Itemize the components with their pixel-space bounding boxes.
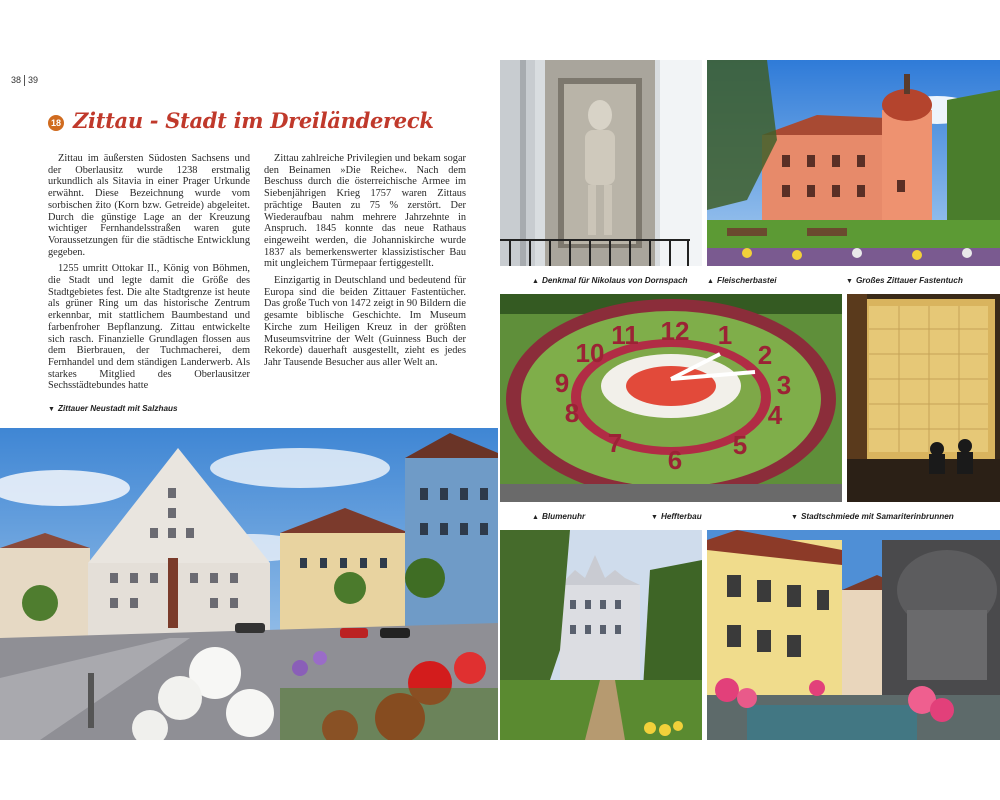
caption-arrow-up-icon: ▲ (707, 278, 714, 285)
caption-fastentuch (846, 276, 963, 285)
clock-numeral-8: 8 (564, 398, 580, 428)
caption-arrow-up-icon: ▲ (532, 514, 539, 521)
caption-text: Fleischerbastei (716, 276, 777, 285)
clock-numeral-5: 5 (732, 430, 748, 460)
photo-fastentuch (847, 294, 1000, 502)
photo-denkmal-dornspach (500, 60, 702, 266)
photo-neustadt-salzhaus (0, 428, 498, 740)
clock-numeral-12: 12 (660, 316, 690, 346)
paragraph: Einzigartig in Deutschland und bedeutend für Europa sind die beiden Zittauer Fastentücher. Das große Tuch von 1472 zeigt in 90 Bildern die gesamte biblische Geschichte. Im Museum Kirche zum Heiligen Kreuz in der größten Museumsvitrine der Welt (Guinness Buch der Rekorde) dauerhaft ausgestellt, zieht es jedes Jahr Tausende Besucher aus aller Welt an. (264, 275, 466, 368)
caption-stadtschmiede (791, 512, 954, 521)
clock-numeral-9: 9 (554, 368, 570, 398)
caption-fleischerbastei (707, 276, 777, 285)
paragraph: Zittau im äußersten Südosten Sachsens und der Oberlausitz wurde 1238 erstmalig urkundlich als Sitavia in einer Prager Urkunde erwähnt. Diese Bezeichnung wurde vom sorbischen žito (Korn bzw. Getreide) abgeleitet. Durch die günstige Lage an der Kreuzung wichtiger Fernhandelsstraßen waren gute Voraussetzungen für die städtische Entwicklung gegeben. (48, 153, 250, 258)
paragraph: Zittau zahlreiche Privilegien und bekam sogar den Beinamen »Die Reiche«. Nach dem Beschuss durch die österreichische Armee im Siebenjährigen Krieg 1757 waren Zittaus prächtige Bauten zu 75 % zerstört. Der Wiederaufbau nahm mehrere Jahrzehnte in Anspruch. 1845 konnte das neue Rathaus eingeweiht werden, die Johanniskirche wurde 1837 als bemerkenswerter klassizistischer Bau mit ungleichem Türmepaar fertiggestellt. (264, 153, 466, 270)
caption-arrow-down-icon: ▼ (48, 406, 55, 413)
caption-arrow-down-icon: ▼ (791, 514, 798, 521)
page-numbers (11, 75, 38, 86)
paragraph: 1255 umritt Ottokar II., König von Böhmen, die Stadt und legte damit die Größe des Stadtgebietes fest. Die alte Stadtgrenze ist heute als grüner Ring um das historische Zentrum erkennbar, mit stattlichem Baumbestand und farbenfroher Bepflanzung. Zittau entwickelte sich rasch. Finanzielle Grundlagen flossen aus dem Bierbrauen, der Tuchmacherei, dem Fernhandel und dem ständigen Landerwerb. Als starkes Mitglied des Oberlausitzer Sechsstädtebundes hatte (48, 263, 250, 392)
clock-numeral-2: 2 (757, 340, 773, 370)
photo-fleischerbastei (707, 60, 1000, 266)
caption-neustadt (48, 404, 178, 413)
section-title: Zittau - Stadt im Dreiländereck (73, 108, 434, 133)
clock-numeral-7: 7 (607, 428, 623, 458)
caption-arrow-down-icon: ▼ (846, 278, 853, 285)
clock-numeral-6: 6 (667, 445, 683, 475)
caption-text: Blumenuhr (541, 512, 586, 521)
page-number-right: 39 (28, 75, 39, 85)
clock-numeral-11: 11 (611, 320, 639, 350)
text-column-left (48, 153, 250, 397)
caption-arrow-up-icon: ▲ (532, 278, 539, 285)
clock-numeral-1: 1 (717, 320, 733, 350)
caption-heffterbau (651, 512, 702, 521)
page-number-left: 38 (11, 75, 22, 85)
photo-heffterbau (500, 530, 702, 740)
caption-blumenuhr (532, 512, 585, 521)
caption-text: Heffterbau (660, 512, 702, 521)
clock-numeral-10: 10 (575, 338, 605, 368)
caption-denkmal (532, 276, 688, 285)
caption-text: Denkmal für Nikolaus von Dornspach (541, 276, 688, 285)
text-column-right (264, 153, 466, 374)
photo-blumenuhr (500, 294, 842, 502)
caption-text: Zittauer Neustadt mit Salzhaus (57, 404, 178, 413)
section-number-badge: 18 (48, 115, 64, 131)
photo-stadtschmiede (707, 530, 1000, 740)
caption-text: Stadtschmiede mit Samariterinbrunnen (800, 512, 954, 521)
page-number-divider (24, 75, 25, 86)
caption-text: Großes Zittauer Fastentuch (855, 276, 963, 285)
clock-numeral-4: 4 (767, 400, 783, 430)
caption-arrow-down-icon: ▼ (651, 514, 658, 521)
clock-numeral-3: 3 (776, 370, 792, 400)
